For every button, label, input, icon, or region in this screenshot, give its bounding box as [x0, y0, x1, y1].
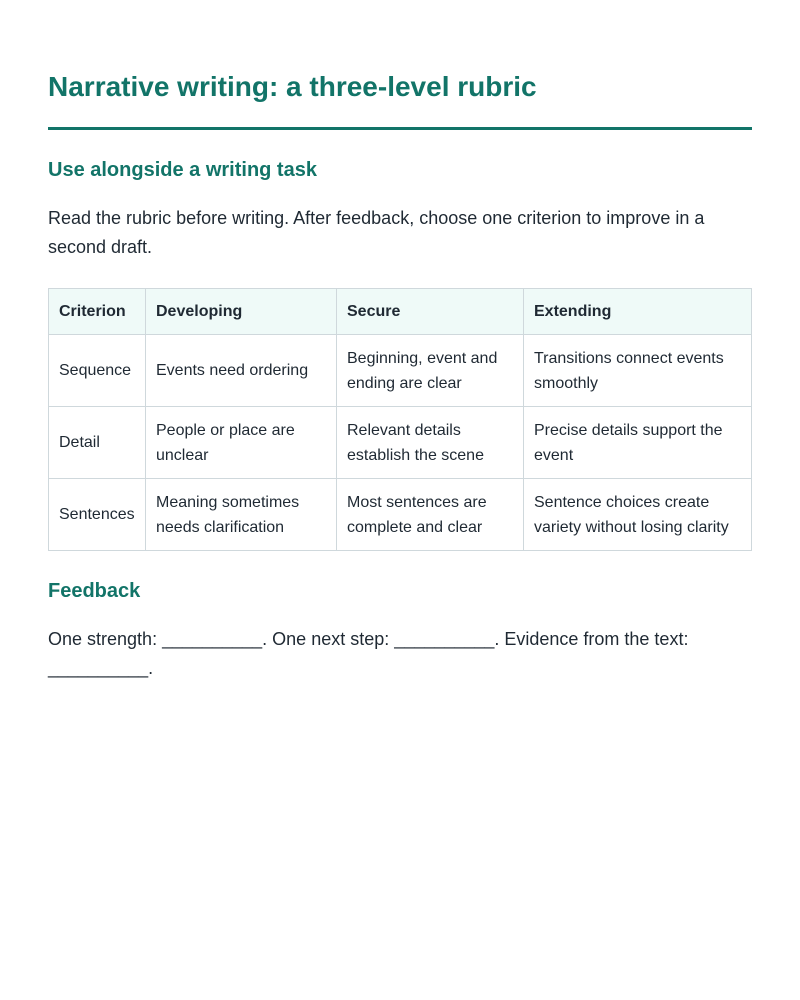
feedback-prompt: One strength: __________. One next step: __________. Evidence from the text: __________.: [48, 629, 689, 678]
secure-cell: Beginning, event and ending are clear: [337, 335, 524, 407]
developing-cell: People or place are unclear: [146, 407, 337, 479]
task-section-heading: Use alongside a writing task: [48, 159, 317, 181]
extending-cell: Transitions connect events smoothly: [524, 335, 752, 407]
header-developing: Developing: [146, 289, 337, 335]
table-row: [49, 479, 752, 551]
header-secure: Secure: [337, 289, 524, 335]
rubric-table: [48, 288, 752, 551]
extending-cell: Precise details support the event: [524, 407, 752, 479]
page-title: Narrative writing: a three-level rubric: [48, 71, 537, 102]
feedback-heading: Feedback: [48, 580, 141, 602]
criterion-cell: Sentences: [49, 479, 146, 551]
table-row: [49, 335, 752, 407]
task-instructions: Read the rubric before writing. After feedback, choose one criterion to improve in a second draft.: [48, 208, 705, 257]
criterion-cell: Detail: [49, 407, 146, 479]
title-divider: [48, 127, 752, 130]
criterion-cell: Sequence: [49, 335, 146, 407]
secure-cell: Relevant details establish the scene: [337, 407, 524, 479]
header-extending: Extending: [524, 289, 752, 335]
developing-cell: Meaning sometimes needs clarification: [146, 479, 337, 551]
developing-cell: Events need ordering: [146, 335, 337, 407]
table-row: [49, 407, 752, 479]
rubric-header-row: [49, 289, 752, 335]
secure-cell: Most sentences are complete and clear: [337, 479, 524, 551]
header-criterion: Criterion: [49, 289, 146, 335]
extending-cell: Sentence choices create variety without losing clarity: [524, 479, 752, 551]
